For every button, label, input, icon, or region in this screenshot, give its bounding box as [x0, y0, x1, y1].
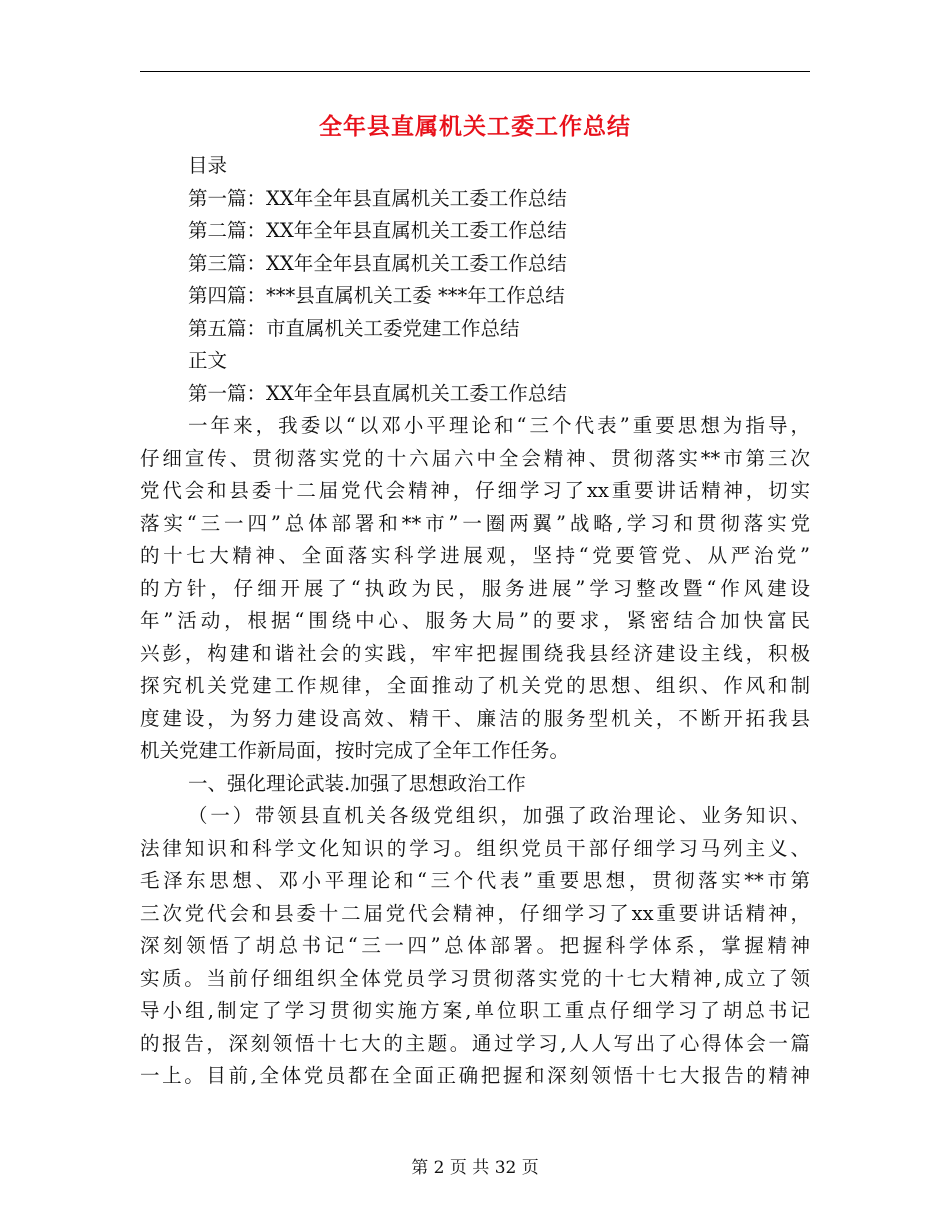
chapter-title: 第一篇：XX年全年县直属机关工委工作总结 [188, 382, 567, 405]
paragraph-line: （一）带领县直机关各级党组织，加强了政治理论、业务知识、 [188, 804, 810, 827]
paragraph-line: 实质。当前仔细组织全体党员学习贯彻落实党的十七大精神,成立了领 [140, 967, 810, 990]
paragraph-line: 党代会和县委十二届党代会精神，仔细学习了xx重要讲话精神，切实 [140, 479, 810, 502]
paragraph-line: 一上。目前,全体党员都在全面正确把握和深刻领悟十七大报告的精神 [140, 1064, 810, 1087]
toc-item-2: 第二篇：XX年全年县直属机关工委工作总结 [188, 219, 567, 242]
body-heading: 正文 [188, 349, 228, 372]
paragraph-line: 的报告，深刻领悟十七大的主题。通过学习,人人写出了心得体会一篇 [140, 1032, 810, 1055]
page-number: 第 2 页 共 32 页 [411, 1158, 539, 1178]
paragraph-line: 落实“三一四”总体部署和**市”一圈两翼”战略,学习和贯彻落实党 [140, 512, 810, 535]
paragraph-line: 度建设，为努力建设高效、精干、廉洁的服务型机关，不断开拓我县 [140, 707, 810, 730]
paragraph-line: 的十七大精神、全面落实科学进展观，坚持“党要管党、从严治党” [140, 544, 810, 567]
paragraph-line: 导小组,制定了学习贯彻实施方案,单位职工重点仔细学习了胡总书记 [140, 999, 810, 1022]
paragraph-line: 兴彭，构建和谐社会的实践，牢牢把握围绕我县经济建设主线，积极 [140, 642, 810, 665]
toc-item-1: 第一篇：XX年全年县直属机关工委工作总结 [188, 187, 567, 210]
toc-item-3: 第三篇：XX年全年县直属机关工委工作总结 [188, 252, 567, 275]
paragraph-line: 三次党代会和县委十二届党代会精神，仔细学习了xx重要讲话精神， [140, 902, 810, 925]
paragraph-line: 机关党建工作新局面，按时完成了全年工作任务。 [140, 739, 570, 762]
toc-item-4: 第四篇：***县直属机关工委 ***年工作总结 [188, 284, 565, 307]
paragraph-line: 法律知识和科学文化知识的学习。组织党员干部仔细学习马列主义、 [140, 837, 810, 860]
paragraph-line: 深刻领悟了胡总书记“三一四”总体部署。把握科学体系，掌握精神 [140, 934, 810, 957]
paragraph-line: 探究机关党建工作规律，全面推动了机关党的思想、组织、作风和制 [140, 674, 810, 697]
document-title: 全年县直属机关工委工作总结 [319, 113, 631, 140]
paragraph-line: 年”活动，根据“围绕中心、服务大局”的要求，紧密结合加快富民 [140, 609, 810, 632]
toc-heading: 目录 [188, 154, 228, 177]
header-rule [140, 71, 810, 72]
paragraph-line: 一年来，我委以“以邓小平理论和“三个代表”重要思想为指导， [188, 414, 810, 437]
paragraph-line: 毛泽东思想、邓小平理论和“三个代表”重要思想，贯彻落实**市第 [140, 869, 810, 892]
toc-item-5: 第五篇：市直属机关工委党建工作总结 [188, 317, 520, 340]
section-heading: 一、强化理论武装.加强了思想政治工作 [188, 772, 526, 795]
paragraph-line: 仔细宣传、贯彻落实党的十六届六中全会精神、贯彻落实**市第三次 [140, 447, 810, 470]
paragraph-line: 的方针，仔细开展了“执政为民，服务进展”学习整改暨“作风建设 [140, 577, 810, 600]
